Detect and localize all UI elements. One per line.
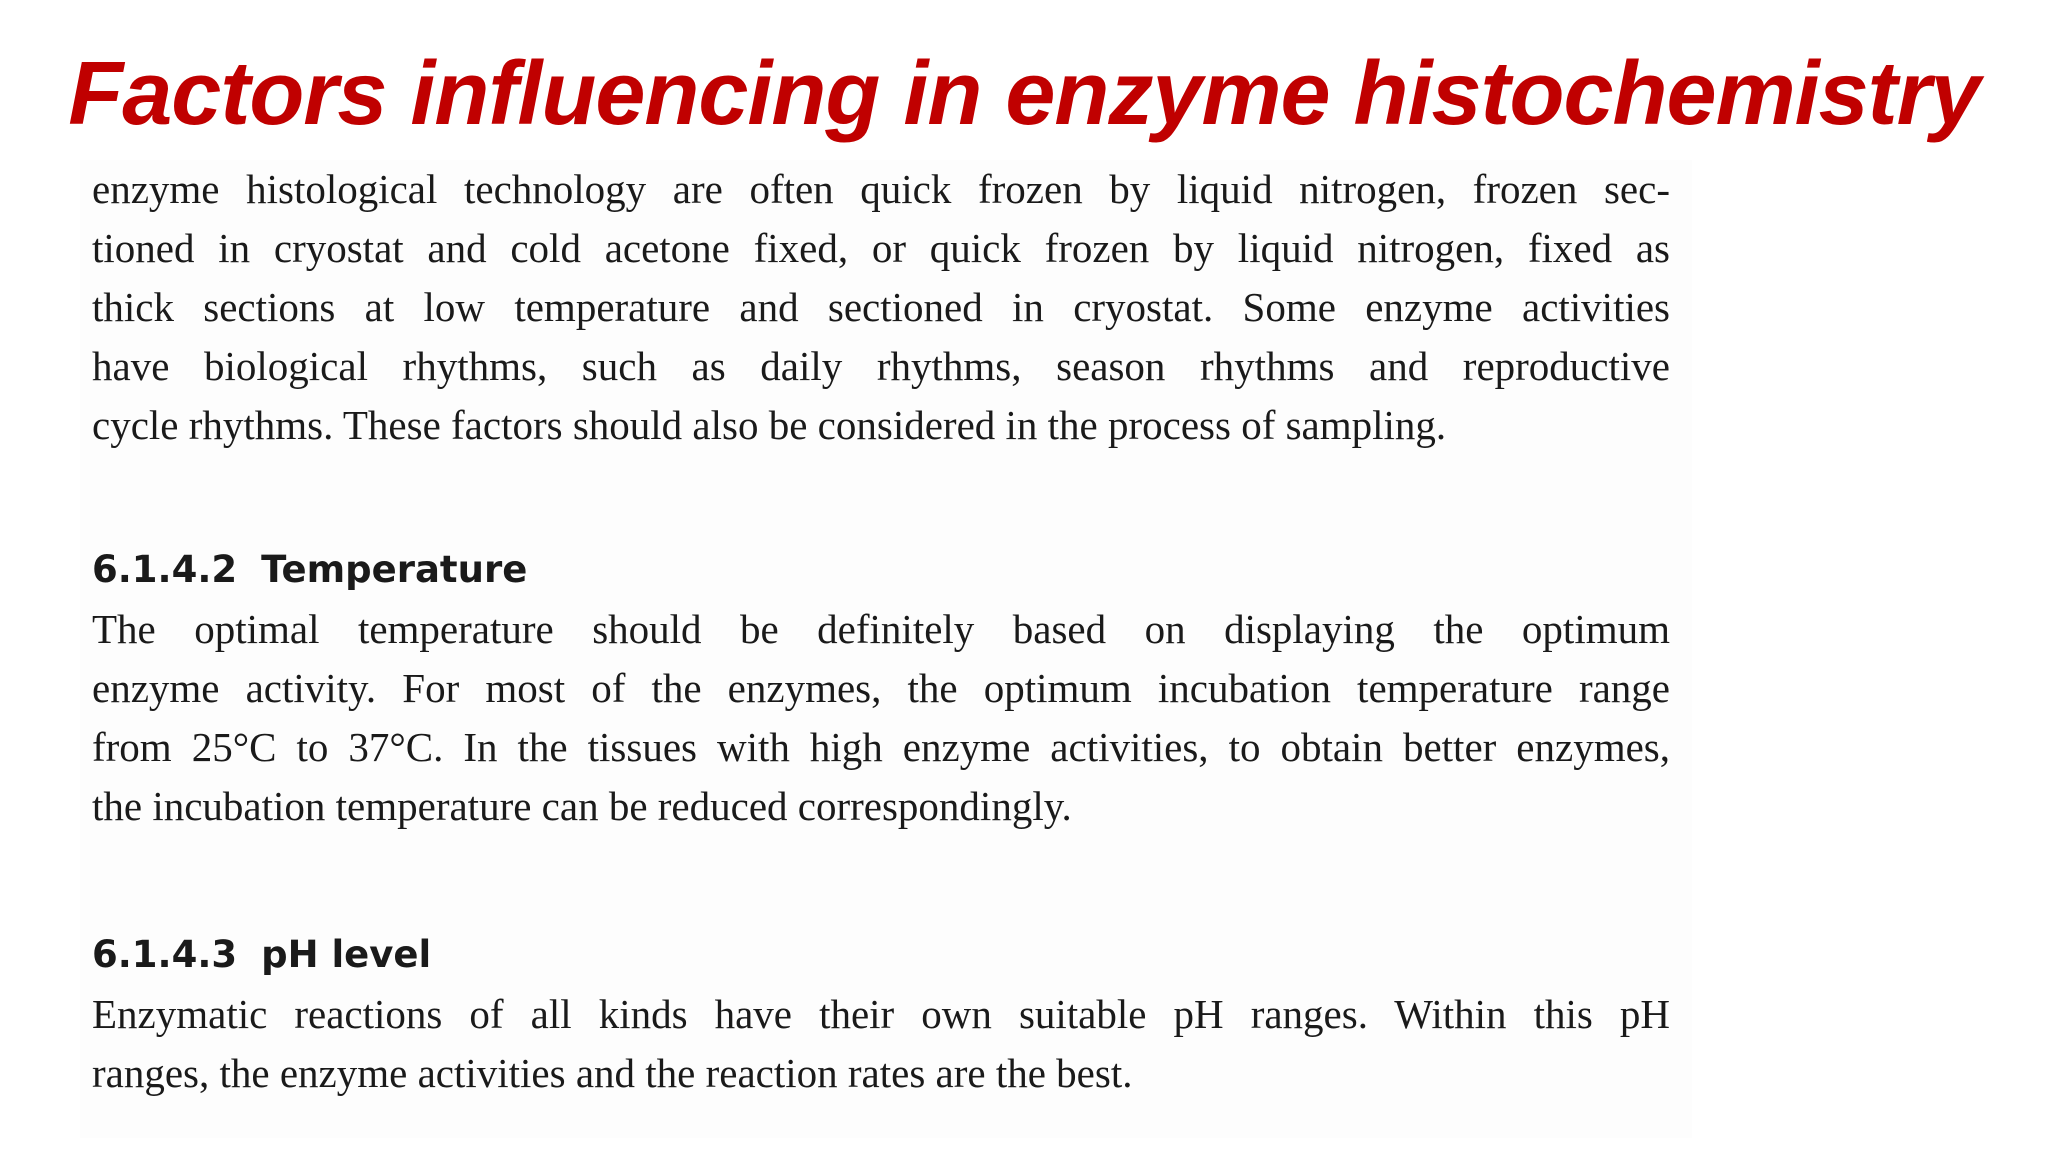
- text-line: the incubation temperature can be reduced correspondingly.: [92, 783, 1072, 829]
- text-line: tioned in cryostat and cold acetone fixed, or quick frozen by liquid nitrogen, fixed as: [92, 225, 1670, 271]
- temperature-paragraph: [92, 600, 1670, 836]
- section-title: Temperature: [261, 548, 528, 591]
- text-line: from 25°C to 37°C. In the tissues with high enzyme activities, to obtain better enzymes,: [92, 724, 1670, 770]
- text-line: have biological rhythms, such as daily rhythms, season rhythms and reproductive: [92, 343, 1670, 389]
- ph-section-heading: [92, 930, 431, 980]
- ph-paragraph: [92, 985, 1670, 1103]
- text-line: thick sections at low temperature and sectioned in cryostat. Some enzyme activities: [92, 284, 1670, 330]
- text-line: The optimal temperature should be definitely based on displaying the optimum: [92, 606, 1670, 652]
- text-line: enzyme histological technology are often quick frozen by liquid nitrogen, frozen sec-: [92, 166, 1670, 212]
- book-page-excerpt: [80, 160, 1692, 1138]
- section-title: pH level: [261, 933, 432, 976]
- text-line: enzyme activity. For most of the enzymes, the optimum incubation temperature range: [92, 665, 1670, 711]
- temperature-section-heading: [92, 545, 527, 595]
- slide-title: Factors influencing in enzyme histochemistry: [68, 44, 1980, 144]
- section-number: 6.1.4.2: [92, 548, 238, 591]
- text-line: ranges, the enzyme activities and the reaction rates are the best.: [92, 1050, 1133, 1096]
- section-number: 6.1.4.3: [92, 933, 238, 976]
- text-line: Enzymatic reactions of all kinds have their own suitable pH ranges. Within this pH: [92, 991, 1670, 1037]
- text-line: cycle rhythms. These factors should also be considered in the process of sampling.: [92, 402, 1447, 448]
- intro-paragraph: [92, 160, 1670, 455]
